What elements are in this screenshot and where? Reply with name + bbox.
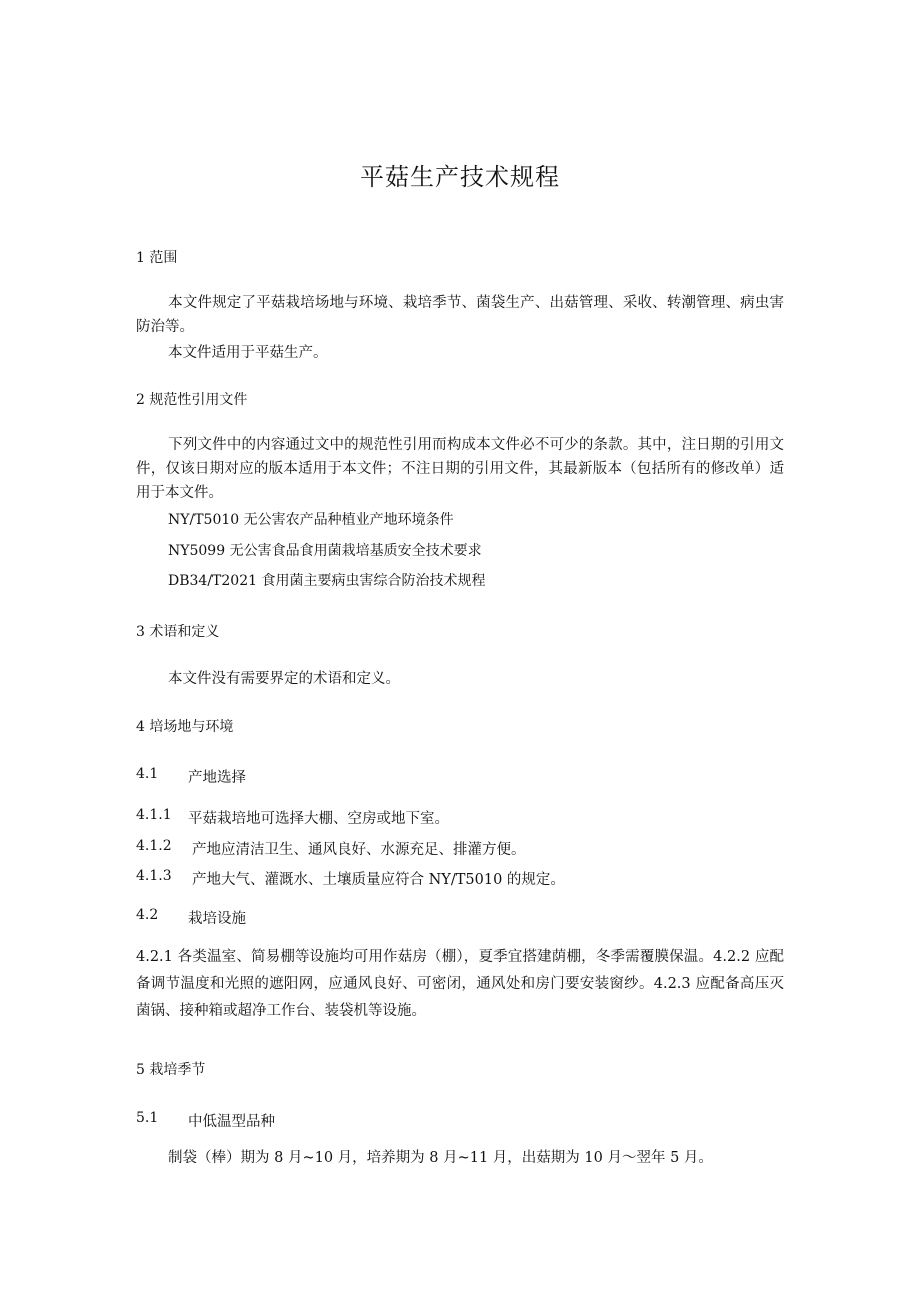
section-5-1-paragraph: 制袋（棒）期为 8 月~10 月，培养期为 8 月~11 月，出菇期为 10 月～翌年 5 月。 xyxy=(168,1150,713,1166)
section-5-heading: 5 栽培季节 xyxy=(136,1062,206,1078)
subsection-4-1-title: 产地选择 xyxy=(188,770,246,786)
subsection-4-2-number: 4.2 xyxy=(136,907,159,923)
section-2-paragraph-1-text: 下列文件中的内容通过文中的规范性引用而构成本文件必不可少的条款。其中，注日期的引用文件，仅该日期对应的版本适用于本文件；不注日期的引用文件，其最新版本（包括所有的修改单）适用于本文件。 xyxy=(136,437,784,501)
item-text: 产地大气、灌溉水、土壤质量应符合 NY/T5010 的规定。 xyxy=(192,872,565,888)
reference-item: NY/T5010 无公害农产品种植业产地环境条件 xyxy=(168,512,454,528)
section-3-heading: 3 术语和定义 xyxy=(136,624,220,640)
section-1-paragraph-1-text: 本文件规定了平菇栽培场地与环境、栽培季节、菌袋生产、出菇管理、采收、转潮管理、病虫害防治等。 xyxy=(136,295,784,335)
subsection-4-2-title: 栽培设施 xyxy=(188,911,246,927)
subsection-5-1-title: 中低温型品种 xyxy=(188,1114,275,1130)
section-2-heading: 2 规范性引用文件 xyxy=(136,392,248,408)
reference-item: DB34/T2021 食用菌主要病虫害综合防治技术规程 xyxy=(168,573,486,589)
item-text: 产地应清洁卫生、通风良好、水源充足、排灌方便。 xyxy=(192,842,526,858)
subsection-4-1-number: 4.1 xyxy=(136,766,159,782)
section-3-paragraph-1: 本文件没有需要界定的术语和定义。 xyxy=(168,671,400,687)
item-number: 4.1.1 xyxy=(136,807,172,823)
section-1-heading: 1 范围 xyxy=(136,250,178,266)
item-text: 平菇栽培地可选择大棚、空房或地下室。 xyxy=(188,811,449,827)
reference-item: NY5099 无公害食品食用菌栽培基质安全技术要求 xyxy=(168,543,482,559)
section-2-paragraph-1 xyxy=(136,433,784,505)
section-4-2-paragraph: 4.2.1 各类温室、简易棚等设施均可用作菇房（棚），夏季宜搭建荫棚，冬季需覆膜保温。4.2.2 应配备调节温度和光照的遮阳网，应通风良好、可密闭，通风处和房门要安装窗纱。4.2.3 应配备高压灭菌锅、接种箱或超净工作台、装袋机等设施。 xyxy=(136,949,784,1019)
section-1-paragraph-2: 本文件适用于平菇生产。 xyxy=(168,345,328,361)
section-1-paragraph-1 xyxy=(136,291,784,339)
item-number: 4.1.3 xyxy=(136,868,172,884)
subsection-5-1-number: 5.1 xyxy=(136,1110,159,1126)
page-title: 平菇生产技术规程 xyxy=(360,163,560,191)
section-4-heading: 4 培场地与环境 xyxy=(136,719,234,735)
item-number: 4.1.2 xyxy=(136,838,172,854)
